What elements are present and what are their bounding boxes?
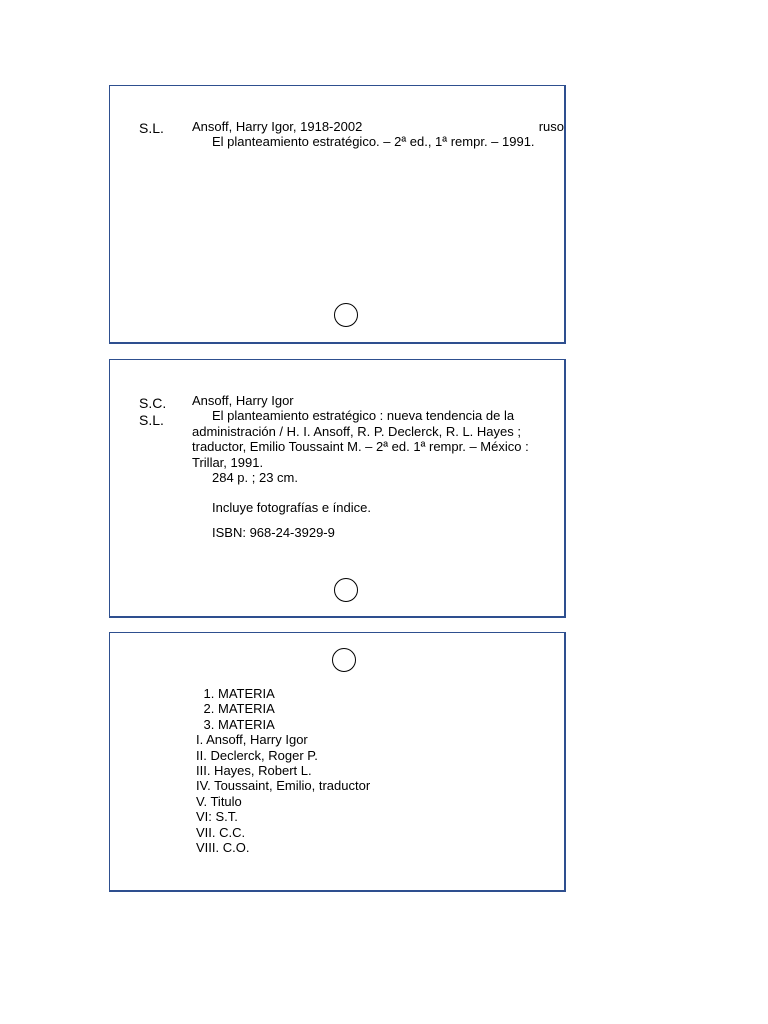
collation: 284 p. ; 23 cm. <box>212 470 298 486</box>
added-entry: VII. C.C. <box>196 824 246 840</box>
catalog-card-1 <box>109 85 566 344</box>
title-continuation: administración / H. I. Ansoff, R. P. Declerck, R. L. Hayes ; traductor, Emilio Toussaint M. – 2ª ed. 1ª rempr. – México : Trillar, 1991. <box>192 423 529 470</box>
author-heading: Ansoff, Harry Igor <box>192 393 294 408</box>
language-tag: ruso <box>538 119 564 134</box>
tracings <box>196 686 370 855</box>
added-entry: V. Titulo <box>196 793 242 809</box>
classification-code: S.L. <box>139 120 164 136</box>
added-entry: I. Ansoff, Harry Igor <box>196 732 308 748</box>
catalog-card-2 <box>109 359 566 618</box>
added-entry: II. Declerck, Roger P. <box>196 747 318 763</box>
code-sc: S.C. <box>139 395 167 411</box>
card-body <box>192 393 564 540</box>
title-line: El planteamiento estratégico. – 2ª ed., 1ª rempr. – 1991. <box>212 134 535 150</box>
added-entry: IV. Toussaint, Emilio, traductor <box>196 778 371 794</box>
punch-hole-icon <box>332 648 356 672</box>
author-heading: Ansoff, Harry Igor, 1918-2002 <box>192 119 363 134</box>
isbn: ISBN: 968-24-3929-9 <box>212 524 335 540</box>
added-entry: VIII. C.O. <box>196 840 250 856</box>
added-entry: III. Hayes, Robert L. <box>196 763 312 779</box>
added-entry: VI: S.T. <box>196 809 238 825</box>
code-sl: S.L. <box>139 412 164 428</box>
punch-hole-icon <box>334 303 358 327</box>
subject-item: 3. MATERIA <box>218 717 370 732</box>
title-first-line: El planteamiento estratégico : nueva tendencia de la <box>212 408 515 424</box>
subject-item: 1. MATERIA <box>218 686 370 701</box>
subject-list <box>196 686 370 732</box>
note: Incluye fotografías e índice. <box>212 500 371 516</box>
classification-codes <box>139 395 166 429</box>
card-body <box>192 119 564 150</box>
subject-item: 2. MATERIA <box>218 701 370 716</box>
title-statement <box>192 408 564 470</box>
punch-hole-icon <box>334 578 358 602</box>
catalog-card-3 <box>109 632 566 892</box>
